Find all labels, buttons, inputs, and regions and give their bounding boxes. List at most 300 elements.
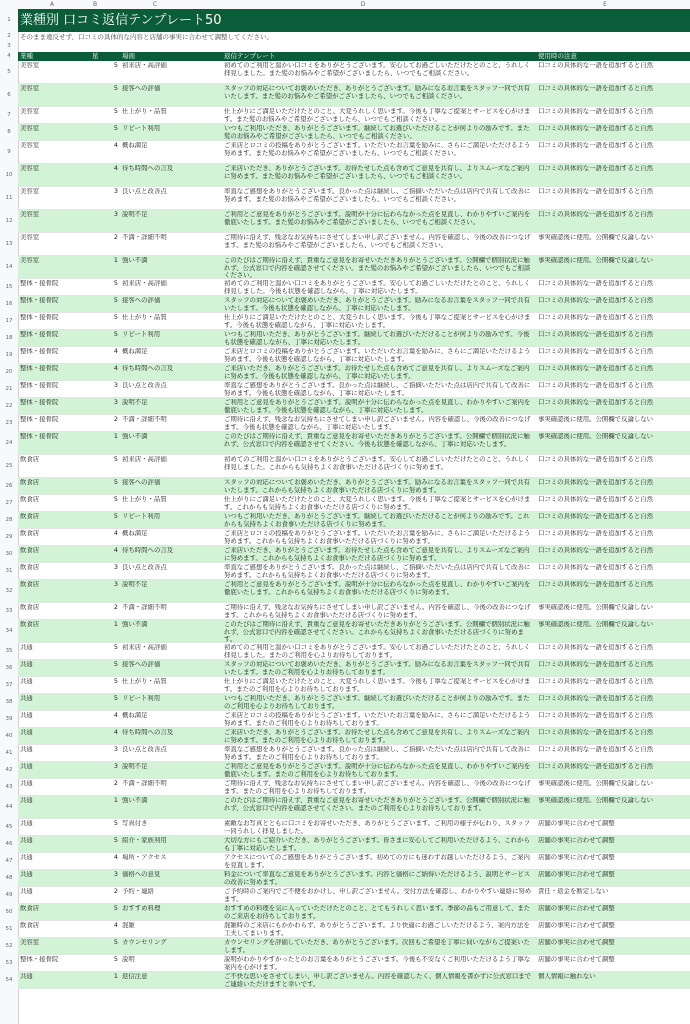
cell-reply-template[interactable]: アクセスについてのご感想をありがとうございます。初めての方にも迷わずお越しいただけるよう、ご案内を見直します。 bbox=[224, 854, 530, 869]
row-number[interactable]: 50 bbox=[5, 909, 13, 915]
table-row[interactable] bbox=[18, 455, 690, 478]
cell-star-rating[interactable]: 1 bbox=[113, 621, 118, 628]
cell-scene[interactable]: 待ち時間への言及 bbox=[122, 547, 174, 554]
cell-star-rating[interactable]: 5 bbox=[113, 661, 118, 668]
table-row[interactable] bbox=[18, 164, 690, 187]
cell-usage-note[interactable]: 事実確認後に使用。公開欄で反論しない bbox=[538, 257, 654, 264]
row-number[interactable]: 34 bbox=[5, 628, 13, 634]
cell-usage-note[interactable]: 店舗の事実に合わせて調整 bbox=[538, 905, 615, 912]
table-row[interactable] bbox=[18, 955, 690, 972]
cell-industry[interactable]: 共通 bbox=[20, 695, 33, 702]
table-row[interactable] bbox=[18, 432, 690, 455]
cell-star-rating[interactable]: 3 bbox=[113, 399, 118, 406]
cell-industry[interactable]: 整体・接骨院 bbox=[20, 348, 59, 355]
cell-star-rating[interactable]: 4 bbox=[113, 922, 118, 929]
table-row[interactable] bbox=[18, 330, 690, 347]
table-row[interactable] bbox=[18, 728, 690, 745]
cell-scene[interactable]: 混雑 bbox=[122, 922, 135, 929]
cell-industry[interactable]: 共通 bbox=[20, 973, 33, 980]
row-number[interactable]: 9 bbox=[7, 149, 11, 155]
table-row[interactable] bbox=[18, 779, 690, 796]
cell-industry[interactable]: 整体・接骨院 bbox=[20, 399, 59, 406]
table-row[interactable] bbox=[18, 347, 690, 364]
cell-usage-note[interactable]: 口コミの具体的な一語を追加すると自然 bbox=[538, 530, 654, 537]
cell-reply-template[interactable]: ご来店とロコミの投稿をありがとうございます。いただいたお言葉を励みに、さらにご満足いただけるよう努めます。これからも気持ちよくお食事いただける店づくりに努めます。 bbox=[224, 530, 531, 545]
row-number[interactable]: 19 bbox=[5, 352, 13, 358]
cell-industry[interactable]: 美容室 bbox=[20, 257, 40, 264]
cell-reply-template[interactable]: ご来店いただき、ありがとうございます。お待たせした点も含めてご意見を共有し、よりスムーズなご案内に努めます。またのご利用を心よりお待ちしております。 bbox=[224, 729, 530, 744]
cell-industry[interactable]: 飲食店 bbox=[20, 456, 40, 463]
cell-scene[interactable]: 接客への評価 bbox=[122, 661, 161, 668]
table-row[interactable] bbox=[18, 296, 690, 313]
row-number[interactable]: 22 bbox=[5, 403, 13, 409]
cell-usage-note[interactable]: 口コミの具体的な一語を追加すると自然 bbox=[538, 695, 654, 702]
row-number[interactable]: 4 bbox=[7, 53, 11, 59]
cell-industry[interactable]: 飲食店 bbox=[20, 604, 40, 611]
cell-usage-note[interactable]: 店舗の事実に合わせて調整 bbox=[538, 939, 615, 946]
title-banner[interactable] bbox=[18, 9, 690, 32]
column-letter-a[interactable]: A bbox=[49, 1, 55, 8]
cell-usage-note[interactable]: 店舗の事実に合わせて調整 bbox=[538, 956, 615, 963]
row-number[interactable]: 43 bbox=[5, 784, 13, 790]
row-number[interactable]: 8 bbox=[7, 129, 11, 135]
sheet-subtitle[interactable]: そのまま違反せず、口コミの具体的な内容と店舗の事実に合わせて調整してください。 bbox=[20, 33, 273, 41]
cell-industry[interactable]: 整体・接骨院 bbox=[20, 314, 59, 321]
table-row[interactable] bbox=[18, 643, 690, 660]
cell-usage-note[interactable]: 店舗の事実に合わせて調整 bbox=[538, 837, 615, 844]
cell-usage-note[interactable]: 口コミの具体的な一語を追加すると自然 bbox=[538, 678, 654, 685]
cell-star-rating[interactable]: 4 bbox=[113, 165, 118, 172]
cell-reply-template[interactable]: ご期待に沿えず、残念なお気持ちにさせてしまい申し訳ございません。内容を確認し、今後の改善につなげます。これからも気持ちよくお食事いただける店づくりに努めます。 bbox=[224, 604, 531, 619]
cell-scene[interactable]: 良い点と改善点 bbox=[122, 746, 167, 753]
cell-star-rating[interactable]: 5 bbox=[113, 479, 118, 486]
row-number[interactable]: 2 bbox=[7, 33, 11, 39]
cell-star-rating[interactable]: 1 bbox=[113, 797, 118, 804]
table-row[interactable] bbox=[18, 107, 690, 124]
cell-usage-note[interactable]: 口コミの具体的な一語を追加すると自然 bbox=[538, 365, 654, 372]
cell-star-rating[interactable]: 5 bbox=[113, 297, 118, 304]
cell-industry[interactable]: 整体・接骨院 bbox=[20, 365, 59, 372]
table-row[interactable] bbox=[18, 546, 690, 563]
cell-reply-template[interactable]: ご来店とロコミの投稿をありがとうございます。いただいたお言葉を励みに、さらにご満足いただけるよう努めます。また髪のお悩みやご希望がございましたら、いつでもご相談ください。 bbox=[224, 142, 531, 157]
row-number[interactable]: 5 bbox=[7, 69, 11, 75]
row-number[interactable]: 29 bbox=[5, 534, 13, 540]
cell-scene[interactable]: 場所・アクセス bbox=[122, 854, 167, 861]
cell-scene[interactable]: 強い不満 bbox=[122, 621, 148, 628]
table-row[interactable] bbox=[18, 398, 690, 415]
cell-industry[interactable]: 共通 bbox=[20, 661, 33, 668]
cell-star-rating[interactable]: 5 bbox=[113, 314, 118, 321]
table-row[interactable] bbox=[18, 141, 690, 164]
cell-star-rating[interactable]: 3 bbox=[113, 871, 118, 878]
cell-usage-note[interactable]: 口コミの具体的な一語を追加すると自然 bbox=[538, 62, 654, 69]
cell-reply-template[interactable]: ご期待に沿えず、残念なお気持ちにさせてしまい申し訳ございません。内容を確認し、今後の改善につなげます。またのご利用を心よりお待ちしております。 bbox=[224, 780, 531, 795]
cell-star-rating[interactable]: 2 bbox=[113, 888, 118, 895]
table-row[interactable] bbox=[18, 620, 690, 643]
table-row[interactable] bbox=[18, 762, 690, 779]
cell-industry[interactable]: 飲食店 bbox=[20, 564, 40, 571]
cell-reply-template[interactable]: いつもご利用いただき、ありがとうございます。継続してお選びいただけることが何よりの励みです。これからも気持ちよくお食事いただける店づくりに努めます。 bbox=[224, 513, 530, 528]
row-number[interactable]: 18 bbox=[5, 335, 13, 341]
cell-industry[interactable]: 共通 bbox=[20, 871, 33, 878]
cell-star-rating[interactable]: 5 bbox=[113, 85, 118, 92]
cell-star-rating[interactable]: 5 bbox=[113, 513, 118, 520]
cell-industry[interactable]: 美容室 bbox=[20, 939, 40, 946]
row-number[interactable]: 41 bbox=[5, 750, 13, 756]
cell-usage-note[interactable]: 口コミの具体的な一語を追加すると自然 bbox=[538, 314, 654, 321]
cell-star-rating[interactable]: 3 bbox=[113, 382, 118, 389]
cell-industry[interactable]: 美容室 bbox=[20, 85, 40, 92]
cell-reply-template[interactable]: ご期待に沿えず、残念なお気持ちにさせてしまい申し訳ございません。内容を確認し、今後の改善につなげます。また髪のお悩みやご希望がございましたら、いつでもご相談ください。 bbox=[224, 234, 531, 249]
cell-scene[interactable]: 接客への評価 bbox=[122, 479, 161, 486]
cell-industry[interactable]: 共通 bbox=[20, 678, 33, 685]
table-row[interactable] bbox=[18, 904, 690, 921]
cell-star-rating[interactable]: 4 bbox=[113, 142, 118, 149]
cell-scene[interactable]: 不満・詳細不明 bbox=[122, 234, 167, 241]
cell-usage-note[interactable]: 口コミの具体的な一語を追加すると自然 bbox=[538, 331, 654, 338]
cell-star-rating[interactable]: 4 bbox=[113, 530, 118, 537]
cell-usage-note[interactable]: 口コミの具体的な一語を追加すると自然 bbox=[538, 108, 654, 115]
cell-industry[interactable]: 飲食店 bbox=[20, 479, 40, 486]
cell-industry[interactable]: 飲食店 bbox=[20, 581, 40, 588]
table-row[interactable] bbox=[18, 495, 690, 512]
cell-star-rating[interactable]: 3 bbox=[113, 763, 118, 770]
cell-reply-template[interactable]: いつもご利用いただき、ありがとうございます。継続してお選びいただけることが何よりの励みです。また髪のお悩みやご希望がございましたら、いつでもご相談ください。 bbox=[224, 125, 530, 140]
cell-reply-template[interactable]: ご来店とロコミの投稿をありがとうございます。いただいたお言葉を励みに、さらにご満足いただけるよう努めます。今後も状態を確認しながら、丁寧に対応いたします。 bbox=[224, 348, 531, 363]
cell-scene[interactable]: 接客への評価 bbox=[122, 85, 161, 92]
cell-reply-template[interactable]: 仕上がりにご満足いただけたとのこと、大変うれしく思います。今後も丁寧なご提案とサービスを心がけます。今後も状態を確認しながら、丁寧に対応いたします。 bbox=[224, 314, 531, 329]
cell-usage-note[interactable]: 口コミの具体的な一語を追加すると自然 bbox=[538, 564, 654, 571]
row-number[interactable]: 11 bbox=[5, 195, 13, 201]
cell-star-rating[interactable]: 4 bbox=[113, 854, 118, 861]
cell-reply-template[interactable]: カウンセリングを評価していただき、ありがとうございます。次回もご希望を丁寧に伺いながらご提案いたします。 bbox=[224, 939, 530, 954]
cell-scene[interactable]: 仕上がり・品質 bbox=[122, 678, 167, 685]
cell-star-rating[interactable]: 5 bbox=[113, 644, 118, 651]
cell-reply-template[interactable]: 率直なご感想をありがとうございます。良かった点は継続し、ご指摘いただいた点は店内で共有して改善に努めます。またのご利用を心よりお待ちしております。 bbox=[224, 746, 531, 761]
table-row[interactable] bbox=[18, 256, 690, 279]
table-row[interactable] bbox=[18, 745, 690, 762]
cell-reply-template[interactable]: このたびはご期待に沿えず、貴重なご意見をお寄せいただきありがとうございます。公開欄で個別状況に触れず、公式窓口で内容を確認させてください。これからも気持ちよくお食事いただける店づくりに努めます。 bbox=[224, 621, 530, 642]
cell-star-rating[interactable]: 3 bbox=[113, 746, 118, 753]
cell-usage-note[interactable]: 責任・返金を断定しない bbox=[538, 888, 609, 895]
cell-reply-template[interactable]: ご予約時のご案内でご不便をおかけし、申し訳ございません。受付方法を確認し、わかりやすい連絡に努めます。 bbox=[224, 888, 532, 903]
cell-reply-template[interactable]: スタッフの対応についてお褒めいただき、ありがとうございます。励みになるお言葉をスタッフ一同で共有いたします。今後も状態を確認しながら、丁寧に対応いたします。 bbox=[224, 297, 530, 312]
cell-scene[interactable]: 概ね満足 bbox=[122, 712, 148, 719]
cell-reply-template[interactable]: 初めてのご利用と温かい口コミをありがとうございます。安心してお過ごしいただけたとのこと、うれしく拝見しました。またのご利用を心よりお待ちしております。 bbox=[224, 644, 531, 659]
row-number[interactable]: 31 bbox=[5, 568, 13, 574]
cell-reply-template[interactable]: ご不快な思いをさせてしまい、申し訳ございません。内容を確認したく、個人情報を書かずに公式窓口までご連絡いただけますと幸いです。 bbox=[224, 973, 532, 988]
row-number[interactable]: 28 bbox=[5, 517, 13, 523]
cell-usage-note[interactable]: 事実確認後に使用。公開欄で反論しない bbox=[538, 797, 654, 804]
cell-reply-template[interactable]: ご来店とロコミの投稿をありがとうございます。いただいたお言葉を励みに、さらにご満足いただけるよう努めます。またのご利用を心よりお待ちしております。 bbox=[224, 712, 531, 727]
cell-scene[interactable]: 紹介・家族利用 bbox=[122, 837, 167, 844]
cell-scene[interactable]: 予約・連絡 bbox=[122, 888, 154, 895]
cell-star-rating[interactable]: 1 bbox=[113, 433, 118, 440]
cell-usage-note[interactable]: 口コミの具体的な一語を追加すると自然 bbox=[538, 297, 654, 304]
cell-industry[interactable]: 美容室 bbox=[20, 142, 40, 149]
row-number[interactable]: 49 bbox=[5, 892, 13, 898]
cell-reply-template[interactable]: 初めてのご利用と温かい口コミをありがとうございます。安心してお過ごしいただけたとのこと、うれしく拝見しました。また髪のお悩みやご希望がございましたら、いつでもご相談ください。 bbox=[224, 62, 531, 77]
cell-scene[interactable]: 初来店・高評価 bbox=[122, 456, 167, 463]
cell-reply-template[interactable]: このたびはご期待に沿えず、貴重なご意見をお寄せいただきありがとうございます。公開欄で個別状況に触れず、公式窓口で内容を確認させてください。また髪のお悩みやご希望がございましたら、いつでもご相談ください。 bbox=[224, 257, 531, 278]
cell-star-rating[interactable]: 5 bbox=[113, 905, 118, 912]
cell-scene[interactable]: 概ね満足 bbox=[122, 142, 148, 149]
cell-star-rating[interactable]: 3 bbox=[113, 564, 118, 571]
table-row[interactable] bbox=[18, 61, 690, 84]
cell-scene[interactable]: 価格への意見 bbox=[122, 871, 161, 878]
cell-scene[interactable]: 説明不足 bbox=[122, 399, 148, 406]
row-number[interactable]: 54 bbox=[5, 977, 13, 983]
cell-usage-note[interactable]: 口コミの具体的な一語を追加すると自然 bbox=[538, 456, 654, 463]
table-row[interactable] bbox=[18, 313, 690, 330]
cell-reply-template[interactable]: 仕上がりにご満足いただけたとのこと、大変うれしく思います。今後も丁寧なご提案とサービスを心がけます。また髪のお悩みやご希望がございましたら、いつでもご相談ください。 bbox=[224, 108, 531, 123]
cell-industry[interactable]: 飲食店 bbox=[20, 513, 40, 520]
table-row[interactable] bbox=[18, 563, 690, 580]
cell-scene[interactable]: 強い不満 bbox=[122, 797, 148, 804]
header-template[interactable]: 返信テンプレート bbox=[224, 52, 276, 60]
row-number[interactable]: 7 bbox=[7, 112, 11, 118]
cell-star-rating[interactable]: 4 bbox=[113, 365, 118, 372]
cell-star-rating[interactable]: 5 bbox=[113, 695, 118, 702]
cell-industry[interactable]: 整体・接骨院 bbox=[20, 382, 59, 389]
cell-reply-template[interactable]: 仕上がりにご満足いただけたとのこと、大変うれしく思います。今後も丁寧なご提案とサービスを心がけます。またのご利用を心よりお待ちしております。 bbox=[224, 678, 531, 693]
cell-scene[interactable]: 待ち時間への言及 bbox=[122, 729, 174, 736]
cell-reply-template[interactable]: ご期待に沿えず、残念なお気持ちにさせてしまい申し訳ございません。内容を確認し、今後の改善につなげます。今後も状態を確認しながら、丁寧に対応いたします。 bbox=[224, 416, 531, 431]
cell-usage-note[interactable]: 事実確認後に使用。公開欄で反論しない bbox=[538, 604, 654, 611]
cell-scene[interactable]: 説明不足 bbox=[122, 581, 148, 588]
row-number[interactable]: 14 bbox=[5, 264, 13, 270]
cell-scene[interactable]: 不満・詳細不明 bbox=[122, 416, 167, 423]
row-number[interactable]: 42 bbox=[5, 767, 13, 773]
cell-scene[interactable]: 接客への評価 bbox=[122, 297, 161, 304]
row-number[interactable]: 44 bbox=[5, 804, 13, 810]
cell-usage-note[interactable]: 口コミの具体的な一語を追加すると自然 bbox=[538, 211, 654, 218]
cell-usage-note[interactable]: 口コミの具体的な一語を追加すると自然 bbox=[538, 479, 654, 486]
header-industry[interactable]: 業種 bbox=[20, 52, 33, 60]
cell-industry[interactable]: 共通 bbox=[20, 837, 33, 844]
cell-scene[interactable]: 仕上がり・品質 bbox=[122, 496, 167, 503]
cell-star-rating[interactable]: 3 bbox=[113, 581, 118, 588]
row-number[interactable]: 10 bbox=[5, 172, 13, 178]
cell-scene[interactable]: 説明不足 bbox=[122, 763, 148, 770]
cell-industry[interactable]: 美容室 bbox=[20, 125, 40, 132]
cell-star-rating[interactable]: 5 bbox=[113, 496, 118, 503]
row-number[interactable]: 53 bbox=[5, 960, 13, 966]
cell-star-rating[interactable]: 5 bbox=[113, 331, 118, 338]
table-row[interactable] bbox=[18, 210, 690, 233]
cell-star-rating[interactable]: 5 bbox=[113, 125, 118, 132]
cell-scene[interactable]: 初来店・高評価 bbox=[122, 62, 167, 69]
cell-usage-note[interactable]: 口コミの具体的な一語を追加すると自然 bbox=[538, 496, 654, 503]
cell-industry[interactable]: 整体・接骨院 bbox=[20, 331, 59, 338]
cell-usage-note[interactable]: 個人情報に触れない bbox=[538, 973, 596, 980]
row-number[interactable]: 52 bbox=[5, 943, 13, 949]
cell-scene[interactable]: 仕上がり・品質 bbox=[122, 108, 167, 115]
cell-usage-note[interactable]: 店舗の事実に合わせて調整 bbox=[538, 820, 615, 827]
cell-star-rating[interactable]: 5 bbox=[113, 62, 118, 69]
column-letter-e[interactable]: E bbox=[603, 1, 607, 8]
cell-star-rating[interactable]: 5 bbox=[113, 280, 118, 287]
cell-usage-note[interactable]: 口コミの具体的な一語を追加すると自然 bbox=[538, 729, 654, 736]
row-number[interactable]: 40 bbox=[5, 733, 13, 739]
table-row[interactable] bbox=[18, 853, 690, 870]
cell-industry[interactable]: 整体・接骨院 bbox=[20, 433, 59, 440]
cell-reply-template[interactable]: 説明がわかりやすかったとのお言葉をありがとうございます。今後も不安なくご利用いただけるよう丁寧な案内を心がけます。 bbox=[224, 956, 531, 971]
table-row[interactable] bbox=[18, 603, 690, 620]
cell-industry[interactable]: 美容室 bbox=[20, 211, 40, 218]
cell-reply-template[interactable]: いつもご利用いただき、ありがとうございます。継続してお選びいただけることが何よりの励みです。今後も状態を確認しながら、丁寧に対応いたします。 bbox=[224, 331, 530, 346]
table-row[interactable] bbox=[18, 972, 690, 989]
table-row[interactable] bbox=[18, 887, 690, 904]
cell-industry[interactable]: 美容室 bbox=[20, 62, 40, 69]
row-number[interactable]: 15 bbox=[5, 284, 13, 290]
cell-scene[interactable]: 待ち時間への言及 bbox=[122, 165, 174, 172]
cell-reply-template[interactable]: 料金について率直なご意見をありがとうございます。内容と価格にご納得いただけるよう、説明とサービスの改善に努めます。 bbox=[224, 871, 531, 886]
row-number[interactable]: 25 bbox=[5, 463, 13, 469]
cell-scene[interactable]: 初来店・高評価 bbox=[122, 644, 167, 651]
cell-usage-note[interactable]: 口コミの具体的な一語を追加すると自然 bbox=[538, 382, 654, 389]
cell-usage-note[interactable]: 口コミの具体的な一語を追加すると自然 bbox=[538, 661, 654, 668]
row-number[interactable]: 16 bbox=[5, 301, 13, 307]
cell-star-rating[interactable]: 5 bbox=[113, 820, 118, 827]
row-number[interactable]: 20 bbox=[5, 369, 13, 375]
row-number[interactable]: 27 bbox=[5, 500, 13, 506]
table-row[interactable] bbox=[18, 381, 690, 398]
cell-reply-template[interactable]: ご来店いただき、ありがとうございます。お待たせした点も含めてご意見を共有し、よりスムーズなご案内に努めます。今後も状態を確認しながら、丁寧に対応いたします。 bbox=[224, 365, 530, 380]
table-row[interactable] bbox=[18, 921, 690, 938]
cell-industry[interactable]: 飲食店 bbox=[20, 496, 40, 503]
cell-usage-note[interactable]: 店舗の事実に合わせて調整 bbox=[538, 854, 615, 861]
cell-reply-template[interactable]: ご利用とご意見をありがとうございます。説明が十分に伝わらなかった点を見直し、わかりやすいご案内を徹底いたします。また髪のお悩みやご希望がございましたら、いつでもご相談ください。 bbox=[224, 211, 531, 226]
table-row[interactable] bbox=[18, 124, 690, 141]
cell-usage-note[interactable]: 口コミの具体的な一語を追加すると自然 bbox=[538, 142, 654, 149]
cell-industry[interactable]: 共通 bbox=[20, 820, 33, 827]
row-number[interactable]: 1 bbox=[7, 17, 11, 23]
row-number[interactable]: 35 bbox=[5, 648, 13, 654]
cell-reply-template[interactable]: ご来店いただき、ありがとうございます。お待たせした点も含めてご意見を共有し、よりスムーズなご案内に努めます。これからも気持ちよくお食事いただける店づくりに努めます。 bbox=[224, 547, 530, 562]
cell-scene[interactable]: 不満・詳細不明 bbox=[122, 780, 167, 787]
cell-scene[interactable]: おすすめ料理 bbox=[122, 905, 161, 912]
cell-reply-template[interactable]: 大切な方にもご紹介いただき、ありがとうございます。皆さまに安心してご利用いただけるよう、これからも丁寧に対応いたします。 bbox=[224, 837, 530, 852]
table-row[interactable] bbox=[18, 415, 690, 432]
cell-scene[interactable]: リピート利用 bbox=[122, 513, 161, 520]
row-number[interactable]: 48 bbox=[5, 875, 13, 881]
cell-reply-template[interactable]: 混雑時のご来店にもかかわらず、ありがとうございます。より快適にお過ごしいただけるよう、案内方法を工夫してまいります。 bbox=[224, 922, 530, 937]
cell-industry[interactable]: 整体・接骨院 bbox=[20, 297, 59, 304]
cell-scene[interactable]: 良い点と改善点 bbox=[122, 188, 167, 195]
table-row[interactable] bbox=[18, 529, 690, 546]
cell-reply-template[interactable]: スタッフの対応についてお褒めいただき、ありがとうございます。励みになるお言葉をスタッフ一同で共有いたします。これからも気持ちよくお食事いただける店づくりに努めます。 bbox=[224, 479, 530, 494]
cell-industry[interactable]: 共通 bbox=[20, 888, 33, 895]
cell-usage-note[interactable]: 口コミの具体的な一語を追加すると自然 bbox=[538, 165, 654, 172]
row-number[interactable]: 37 bbox=[5, 682, 13, 688]
cell-scene[interactable]: 説明不足 bbox=[122, 211, 148, 218]
cell-scene[interactable]: リピート利用 bbox=[122, 331, 161, 338]
cell-star-rating[interactable]: 4 bbox=[113, 712, 118, 719]
cell-star-rating[interactable]: 1 bbox=[113, 973, 118, 980]
row-number[interactable]: 33 bbox=[5, 608, 13, 614]
table-row[interactable] bbox=[18, 512, 690, 529]
cell-scene[interactable]: 初来店・高評価 bbox=[122, 280, 167, 287]
cell-scene[interactable]: 説明 bbox=[122, 956, 135, 963]
cell-usage-note[interactable]: 口コミの具体的な一語を追加すると自然 bbox=[538, 547, 654, 554]
cell-usage-note[interactable]: 事実確認後に使用。公開欄で反論しない bbox=[538, 433, 654, 440]
cell-industry[interactable]: 共通 bbox=[20, 780, 33, 787]
cell-scene[interactable]: リピート利用 bbox=[122, 125, 161, 132]
cell-scene[interactable]: 写真付き bbox=[122, 820, 148, 827]
row-number[interactable]: 24 bbox=[5, 440, 13, 446]
cell-scene[interactable]: 良い点と改善点 bbox=[122, 564, 167, 571]
table-row[interactable] bbox=[18, 836, 690, 853]
cell-scene[interactable]: カウンセリング bbox=[122, 939, 167, 946]
cell-usage-note[interactable]: 口コミの具体的な一語を追加すると自然 bbox=[538, 644, 654, 651]
cell-industry[interactable]: 整体・接骨院 bbox=[20, 280, 59, 287]
cell-scene[interactable]: 返信注意 bbox=[122, 973, 148, 980]
cell-reply-template[interactable]: いつもご利用いただき、ありがとうございます。継続してお選びいただけることが何よりの励みです。またのご利用を心よりお待ちしております。 bbox=[224, 695, 530, 710]
cell-usage-note[interactable]: 口コミの具体的な一語を追加すると自然 bbox=[538, 188, 654, 195]
cell-industry[interactable]: 飲食店 bbox=[20, 621, 40, 628]
table-row[interactable] bbox=[18, 694, 690, 711]
column-letter-b[interactable]: B bbox=[92, 1, 98, 8]
cell-scene[interactable]: 不満・詳細不明 bbox=[122, 604, 167, 611]
table-row[interactable] bbox=[18, 796, 690, 819]
row-number[interactable]: 17 bbox=[5, 318, 13, 324]
cell-reply-template[interactable]: このたびはご期待に沿えず、貴重なご意見をお寄せいただきありがとうございます。公開欄で個別状況に触れず、公式窓口で内容を確認させてください。今後も状態を確認しながら、丁寧に対応いたします。 bbox=[224, 433, 530, 448]
cell-reply-template[interactable]: 率直なご感想をありがとうございます。良かった点は継続し、ご指摘いただいた点は店内で共有して改善に努めます。これからも気持ちよくお食事いただける店づくりに努めます。 bbox=[224, 564, 531, 579]
table-row[interactable] bbox=[18, 233, 690, 256]
row-number[interactable]: 46 bbox=[5, 841, 13, 847]
row-number[interactable]: 39 bbox=[5, 716, 13, 722]
cell-reply-template[interactable]: 率直なご感想をありがとうございます。良かった点は継続し、ご指摘いただいた点は店内で共有して改善に努めます。また髪のお悩みやご希望がございましたら、いつでもご相談ください。 bbox=[224, 188, 531, 203]
cell-star-rating[interactable]: 2 bbox=[113, 234, 118, 241]
table-row[interactable] bbox=[18, 84, 690, 107]
cell-star-rating[interactable]: 5 bbox=[113, 678, 118, 685]
table-row[interactable] bbox=[18, 364, 690, 381]
cell-industry[interactable]: 共通 bbox=[20, 763, 33, 770]
table-row[interactable] bbox=[18, 660, 690, 677]
cell-star-rating[interactable]: 5 bbox=[113, 456, 118, 463]
cell-scene[interactable]: 概ね満足 bbox=[122, 348, 148, 355]
cell-reply-template[interactable]: スタッフの対応についてお褒めいただき、ありがとうございます。励みになるお言葉をスタッフ一同で共有いたします。また髪のお悩みやご希望がございましたら、いつでもご相談ください。 bbox=[224, 85, 530, 100]
cell-industry[interactable]: 共通 bbox=[20, 854, 33, 861]
row-number[interactable]: 3 bbox=[7, 43, 11, 49]
cell-star-rating[interactable]: 3 bbox=[113, 188, 118, 195]
cell-reply-template[interactable]: ご来店いただき、ありがとうございます。お待たせした点も含めてご意見を共有し、よりスムーズなご案内に努めます。また髪のお悩みやご希望がございましたら、いつでもご相談ください。 bbox=[224, 165, 530, 180]
cell-reply-template[interactable]: 率直なご感想をありがとうございます。良かった点は継続し、ご指摘いただいた点は店内で共有して改善に努めます。今後も状態を確認しながら、丁寧に対応いたします。 bbox=[224, 382, 531, 397]
row-number[interactable]: 30 bbox=[5, 551, 13, 557]
table-row[interactable] bbox=[18, 187, 690, 210]
cell-scene[interactable]: 概ね満足 bbox=[122, 530, 148, 537]
cell-industry[interactable]: 美容室 bbox=[20, 234, 40, 241]
cell-scene[interactable]: 待ち時間への言及 bbox=[122, 365, 174, 372]
cell-star-rating[interactable]: 1 bbox=[113, 257, 118, 264]
table-row[interactable] bbox=[18, 819, 690, 836]
cell-usage-note[interactable]: 口コミの具体的な一語を追加すると自然 bbox=[538, 399, 654, 406]
row-number[interactable]: 36 bbox=[5, 665, 13, 671]
cell-usage-note[interactable]: 口コミの具体的な一語を追加すると自然 bbox=[538, 280, 654, 287]
cell-usage-note[interactable]: 口コミの具体的な一語を追加すると自然 bbox=[538, 712, 654, 719]
row-number[interactable]: 38 bbox=[5, 699, 13, 705]
cell-industry[interactable]: 飲食店 bbox=[20, 547, 40, 554]
cell-industry[interactable]: 共通 bbox=[20, 746, 33, 753]
cell-usage-note[interactable]: 口コミの具体的な一語を追加すると自然 bbox=[538, 763, 654, 770]
cell-star-rating[interactable]: 5 bbox=[113, 939, 118, 946]
cell-star-rating[interactable]: 3 bbox=[113, 211, 118, 218]
cell-reply-template[interactable]: スタッフの対応についてお褒めいただき、ありがとうございます。励みになるお言葉をスタッフ一同で共有いたします。またのご利用を心よりお待ちしております。 bbox=[224, 661, 530, 676]
cell-usage-note[interactable]: 店舗の事実に合わせて調整 bbox=[538, 871, 615, 878]
row-number[interactable]: 21 bbox=[5, 386, 13, 392]
cell-usage-note[interactable]: 口コミの具体的な一語を追加すると自然 bbox=[538, 85, 654, 92]
